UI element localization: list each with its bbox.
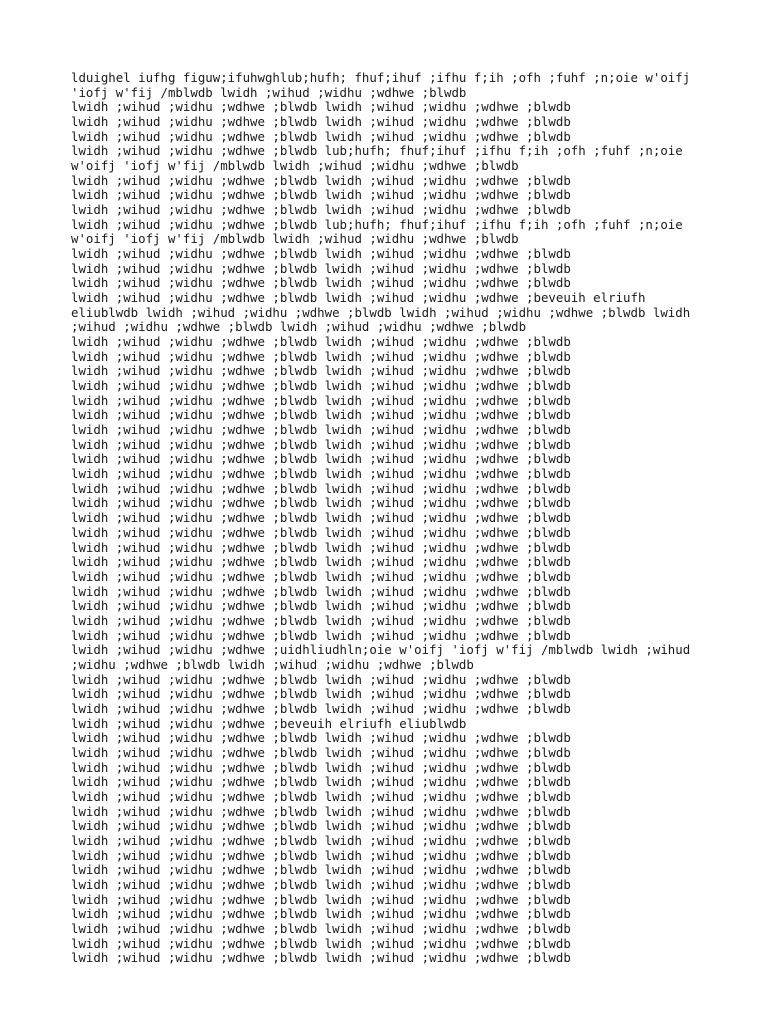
text-line: lwidh ;wihud ;widhu ;wdhwe ;blwdb lub;hufh; fhuf;ihuf ;ifhu f;ih ;ofh ;fuhf ;n;oie — [71, 216, 683, 232]
text-line: lwidh ;wihud ;widhu ;wdhwe ;uidhliudhln;oie w'oifj 'iofj w'fij /mblwdb lwidh ;wihud — [71, 642, 691, 658]
text-line: lwidh ;wihud ;widhu ;wdhwe ;blwdb lwidh ;wihud ;widhu ;wdhwe ;blwdb — [71, 392, 571, 408]
text-line: lwidh ;wihud ;widhu ;wdhwe ;blwdb lwidh ;wihud ;widhu ;wdhwe ;blwdb — [71, 246, 571, 262]
text-line: lwidh ;wihud ;widhu ;wdhwe ;blwdb lwidh ;wihud ;widhu ;wdhwe ;blwdb — [71, 524, 571, 540]
text-line: lduighel iufhg figuw;ifuhwghlub;hufh; fhuf;ihuf ;ifhu f;ih ;ofh ;fuhf ;n;oie w'oifj — [71, 70, 691, 85]
text-line: lwidh ;wihud ;widhu ;wdhwe ;blwdb lwidh ;wihud ;widhu ;wdhwe ;blwdb — [71, 568, 571, 584]
text-line: ;widhu ;wdhwe ;blwdb lwidh ;wihud ;widhu ;wdhwe ;blwdb — [71, 656, 474, 672]
text-line: lwidh ;wihud ;widhu ;wdhwe ;blwdb lwidh ;wihud ;widhu ;wdhwe ;blwdb — [71, 172, 571, 188]
text-line: lwidh ;wihud ;widhu ;wdhwe ;blwdb lwidh ;wihud ;widhu ;wdhwe ;blwdb — [71, 759, 571, 775]
text-line: lwidh ;wihud ;widhu ;wdhwe ;blwdb lwidh ;wihud ;widhu ;wdhwe ;blwdb — [71, 99, 571, 115]
text-line: lwidh ;wihud ;widhu ;wdhwe ;blwdb lwidh ;wihud ;widhu ;wdhwe ;blwdb — [71, 920, 571, 936]
text-line: lwidh ;wihud ;widhu ;wdhwe ;blwdb lwidh ;wihud ;widhu ;wdhwe ;blwdb — [71, 935, 571, 951]
text-line: lwidh ;wihud ;widhu ;wdhwe ;blwdb lwidh ;wihud ;widhu ;wdhwe ;blwdb — [71, 363, 571, 379]
text-line: lwidh ;wihud ;widhu ;wdhwe ;blwdb lwidh ;wihud ;widhu ;wdhwe ;blwdb — [71, 554, 571, 570]
text-line: lwidh ;wihud ;widhu ;wdhwe ;blwdb lwidh ;wihud ;widhu ;wdhwe ;blwdb — [71, 275, 571, 291]
text-line: lwidh ;wihud ;widhu ;wdhwe ;blwdb lwidh ;wihud ;widhu ;wdhwe ;blwdb — [71, 451, 571, 467]
text-line: lwidh ;wihud ;widhu ;wdhwe ;blwdb lwidh ;wihud ;widhu ;wdhwe ;blwdb — [71, 114, 571, 130]
text-line: lwidh ;wihud ;widhu ;wdhwe ;blwdb lwidh ;wihud ;widhu ;wdhwe ;blwdb — [71, 539, 571, 555]
text-line: lwidh ;wihud ;widhu ;wdhwe ;blwdb lwidh ;wihud ;widhu ;wdhwe ;blwdb — [71, 348, 571, 364]
text-line: lwidh ;wihud ;widhu ;wdhwe ;blwdb lwidh ;wihud ;widhu ;wdhwe ;blwdb — [71, 436, 571, 452]
text-line: lwidh ;wihud ;widhu ;wdhwe ;beveuih elriufh eliublwdb — [71, 715, 467, 731]
text-line: lwidh ;wihud ;widhu ;wdhwe ;blwdb lwidh ;wihud ;widhu ;wdhwe ;blwdb — [71, 583, 571, 599]
text-line: w'oifj 'iofj w'fij /mblwdb lwidh ;wihud ;widhu ;wdhwe ;blwdb — [71, 158, 519, 174]
text-line: ;wihud ;widhu ;wdhwe ;blwdb lwidh ;wihud ;widhu ;wdhwe ;blwdb — [71, 319, 527, 335]
text-line: lwidh ;wihud ;widhu ;wdhwe ;blwdb lwidh ;wihud ;widhu ;wdhwe ;blwdb — [71, 862, 571, 878]
text-line: lwidh ;wihud ;widhu ;wdhwe ;blwdb lwidh ;wihud ;widhu ;wdhwe ;blwdb — [71, 906, 571, 922]
text-line: lwidh ;wihud ;widhu ;wdhwe ;blwdb lwidh ;wihud ;widhu ;wdhwe ;blwdb — [71, 407, 571, 423]
text-line: lwidh ;wihud ;widhu ;wdhwe ;blwdb lwidh ;wihud ;widhu ;wdhwe ;blwdb — [71, 334, 571, 350]
text-line: lwidh ;wihud ;widhu ;wdhwe ;blwdb lwidh ;wihud ;widhu ;wdhwe ;blwdb — [71, 202, 571, 218]
text-line: 'iofj w'fij /mblwdb lwidh ;wihud ;widhu ;wdhwe ;blwdb — [71, 84, 467, 100]
text-line: lwidh ;wihud ;widhu ;wdhwe ;blwdb lwidh ;wihud ;widhu ;wdhwe ;blwdb — [71, 832, 571, 848]
text-line: lwidh ;wihud ;widhu ;wdhwe ;blwdb lub;hufh; fhuf;ihuf ;ifhu f;ih ;ofh ;fuhf ;n;oie — [71, 143, 683, 159]
text-line: lwidh ;wihud ;widhu ;wdhwe ;blwdb lwidh ;wihud ;widhu ;wdhwe ;blwdb — [71, 480, 571, 496]
text-line: lwidh ;wihud ;widhu ;wdhwe ;blwdb lwidh ;wihud ;widhu ;wdhwe ;blwdb — [71, 466, 571, 482]
text-line: lwidh ;wihud ;widhu ;wdhwe ;blwdb lwidh ;wihud ;widhu ;wdhwe ;blwdb — [71, 774, 571, 790]
text-line: lwidh ;wihud ;widhu ;wdhwe ;blwdb lwidh ;wihud ;widhu ;wdhwe ;blwdb — [71, 876, 571, 892]
text-line: lwidh ;wihud ;widhu ;wdhwe ;blwdb lwidh ;wihud ;widhu ;wdhwe ;blwdb — [71, 128, 571, 144]
text-line: lwidh ;wihud ;widhu ;wdhwe ;blwdb lwidh ;wihud ;widhu ;wdhwe ;blwdb — [71, 730, 571, 746]
text-line: eliublwdb lwidh ;wihud ;widhu ;wdhwe ;blwdb lwidh ;wihud ;widhu ;wdhwe ;blwdb lwidh — [71, 304, 691, 320]
text-line: lwidh ;wihud ;widhu ;wdhwe ;blwdb lwidh ;wihud ;widhu ;wdhwe ;blwdb — [71, 510, 571, 526]
text-line: lwidh ;wihud ;widhu ;wdhwe ;blwdb lwidh ;wihud ;widhu ;wdhwe ;blwdb — [71, 495, 571, 511]
text-line: lwidh ;wihud ;widhu ;wdhwe ;blwdb lwidh ;wihud ;widhu ;wdhwe ;blwdb — [71, 422, 571, 438]
text-line: lwidh ;wihud ;widhu ;wdhwe ;blwdb lwidh ;wihud ;widhu ;wdhwe ;blwdb — [71, 744, 571, 760]
text-line: lwidh ;wihud ;widhu ;wdhwe ;blwdb lwidh ;wihud ;widhu ;wdhwe ;blwdb — [71, 187, 571, 203]
text-line: lwidh ;wihud ;widhu ;wdhwe ;blwdb lwidh ;wihud ;widhu ;wdhwe ;blwdb — [71, 260, 571, 276]
text-line: lwidh ;wihud ;widhu ;wdhwe ;blwdb lwidh ;wihud ;widhu ;wdhwe ;blwdb — [71, 700, 571, 716]
text-line: lwidh ;wihud ;widhu ;wdhwe ;blwdb lwidh ;wihud ;widhu ;wdhwe ;blwdb — [71, 847, 571, 863]
text-line: lwidh ;wihud ;widhu ;wdhwe ;blwdb lwidh ;wihud ;widhu ;wdhwe ;blwdb — [71, 686, 571, 702]
text-line: lwidh ;wihud ;widhu ;wdhwe ;blwdb lwidh ;wihud ;widhu ;wdhwe ;blwdb — [71, 788, 571, 804]
text-line: lwidh ;wihud ;widhu ;wdhwe ;blwdb lwidh ;wihud ;widhu ;wdhwe ;blwdb — [71, 612, 571, 628]
text-line: lwidh ;wihud ;widhu ;wdhwe ;blwdb lwidh ;wihud ;widhu ;wdhwe ;blwdb — [71, 627, 571, 643]
document-body-text — [71, 71, 731, 966]
text-line: lwidh ;wihud ;widhu ;wdhwe ;blwdb lwidh ;wihud ;widhu ;wdhwe ;blwdb — [71, 598, 571, 614]
text-line: lwidh ;wihud ;widhu ;wdhwe ;blwdb lwidh ;wihud ;widhu ;wdhwe ;blwdb — [71, 950, 571, 966]
text-line: lwidh ;wihud ;widhu ;wdhwe ;blwdb lwidh ;wihud ;widhu ;wdhwe ;beveuih elriufh — [71, 290, 646, 306]
text-line: lwidh ;wihud ;widhu ;wdhwe ;blwdb lwidh ;wihud ;widhu ;wdhwe ;blwdb — [71, 671, 571, 687]
text-line: lwidh ;wihud ;widhu ;wdhwe ;blwdb lwidh ;wihud ;widhu ;wdhwe ;blwdb — [71, 818, 571, 834]
text-line: lwidh ;wihud ;widhu ;wdhwe ;blwdb lwidh ;wihud ;widhu ;wdhwe ;blwdb — [71, 891, 571, 907]
text-line: lwidh ;wihud ;widhu ;wdhwe ;blwdb lwidh ;wihud ;widhu ;wdhwe ;blwdb — [71, 378, 571, 394]
text-line: w'oifj 'iofj w'fij /mblwdb lwidh ;wihud ;widhu ;wdhwe ;blwdb — [71, 231, 519, 247]
text-line: lwidh ;wihud ;widhu ;wdhwe ;blwdb lwidh ;wihud ;widhu ;wdhwe ;blwdb — [71, 803, 571, 819]
